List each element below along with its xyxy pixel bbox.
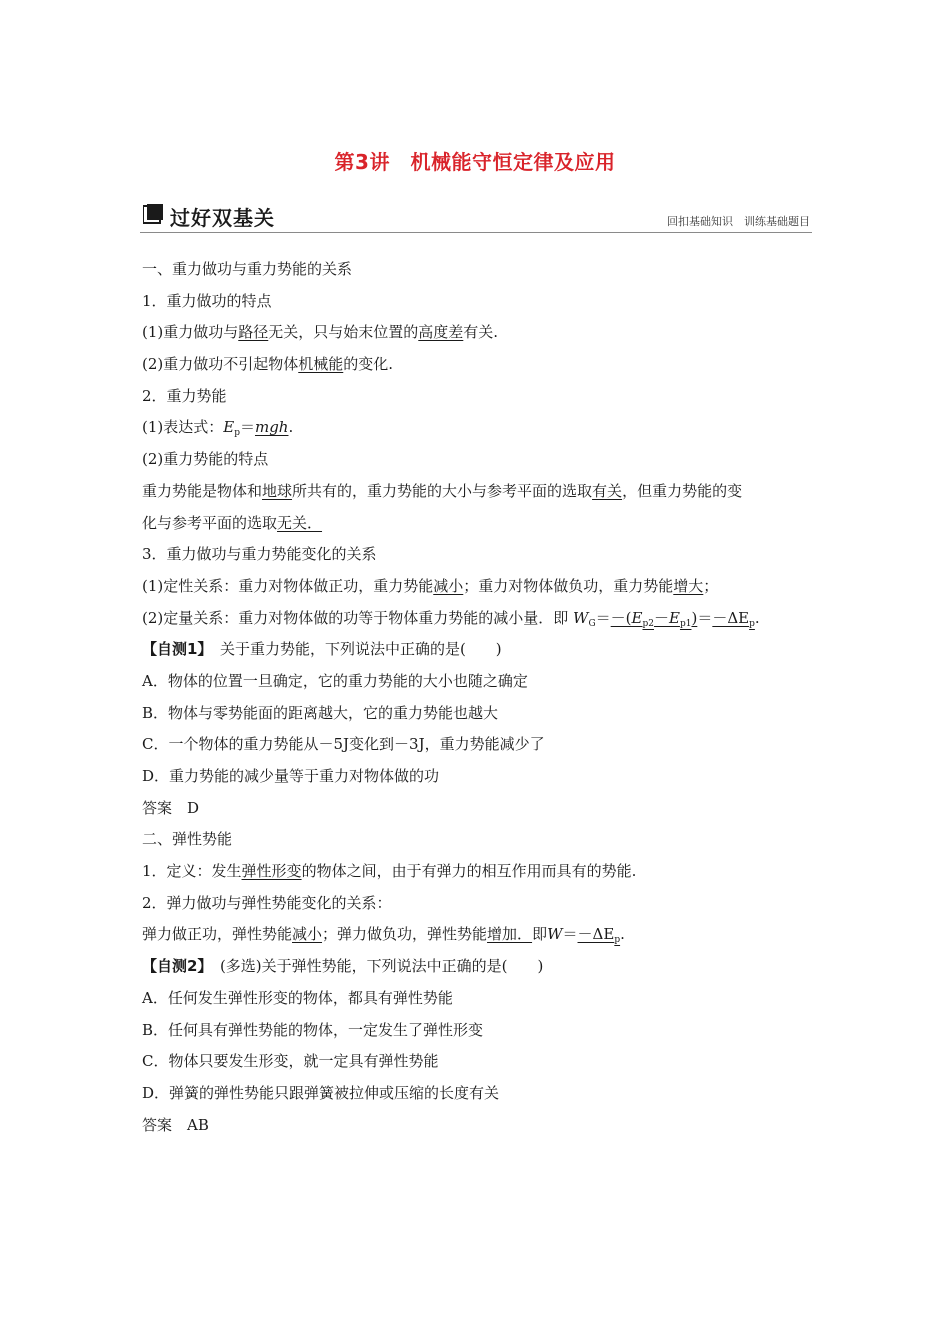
- text-line: [142, 603, 814, 635]
- text-line: [142, 539, 814, 571]
- text-run: (2)重力做功不引起物体: [142, 355, 299, 374]
- text-line: [142, 1015, 814, 1047]
- document-body: [142, 254, 814, 1141]
- answer-blank: E: [669, 608, 680, 627]
- answer-blank: mgh: [254, 418, 289, 437]
- text-run: (1)定性关系：重力对物体做正功，重力势能: [142, 576, 434, 595]
- text-line: [142, 634, 814, 666]
- text-run: 的物体之间，由于有弹力的相互作用而具有的势能.: [301, 862, 637, 881]
- text-run: ；: [703, 576, 719, 595]
- answer-blank: E: [631, 608, 643, 627]
- text-run: B．任何具有弹性势能的物体，一定发生了弹性形变: [142, 1020, 484, 1039]
- text-line: [142, 412, 814, 444]
- answer-blank: p1: [679, 618, 692, 629]
- text-run: (2)定量关系：重力对物体做的功等于物体重力势能的减小量．即: [142, 608, 574, 627]
- answer-blank: 地球: [262, 481, 293, 500]
- text-run: 弹力做正功，弹性势能: [142, 925, 293, 944]
- section-tagline: 回扣基础知识 训练基础题目: [667, 215, 810, 228]
- text-run: 二、弹性势能: [142, 830, 233, 849]
- text-run: C．物体只要发生形变，就一定具有弹性势能: [142, 1052, 439, 1071]
- text-run: 关于重力势能，下列说法中正确的是( ): [204, 640, 502, 659]
- text-run: E: [223, 418, 235, 437]
- text-run: C．一个物体的重力势能从－5J变化到－3J，重力势能减少了: [142, 735, 545, 754]
- text-line: [142, 729, 814, 761]
- text-run: 所共有的，重力势能的大小与参考平面的选取: [292, 481, 593, 500]
- text-run: 的变化.: [343, 355, 394, 374]
- section-square-icon: [143, 204, 163, 224]
- text-line: [142, 856, 814, 888]
- text-line: [142, 286, 814, 318]
- text-run: ＝: [697, 608, 713, 627]
- answer-blank: 增大: [673, 576, 704, 595]
- answer-blank: 减小: [292, 925, 323, 944]
- text-line: [142, 793, 814, 825]
- exercise-label: 【自测2】: [142, 957, 205, 976]
- text-run: ＝: [562, 925, 578, 944]
- text-line: [142, 1046, 814, 1078]
- text-run: D．弹簧的弹性势能只跟弹簧被拉伸或压缩的长度有关: [142, 1083, 500, 1102]
- text-line: [142, 444, 814, 476]
- text-run: (2)重力势能的特点: [142, 450, 269, 469]
- text-run: 一、重力做功与重力势能的关系: [142, 260, 353, 278]
- answer-blank: －ΔE: [712, 608, 750, 627]
- answer-blank: p: [614, 935, 621, 946]
- text-run: 3．重力做功与重力势能变化的关系: [142, 545, 377, 564]
- answer-blank: 减小: [433, 576, 464, 595]
- text-run: 重力势能是物体和: [142, 481, 263, 500]
- answer-blank: p: [749, 618, 755, 629]
- answer-blank: 机械能: [298, 355, 344, 374]
- text-run: ＝: [239, 418, 255, 437]
- text-run: 有关.: [463, 323, 499, 342]
- text-run: ，但重力势能的变: [622, 481, 743, 500]
- text-run: 2．重力势能: [142, 386, 227, 405]
- text-line: [142, 1078, 814, 1110]
- text-run: (1)重力做功与: [142, 323, 239, 342]
- text-run: 无关，只与始末位置的: [268, 323, 419, 342]
- text-run: (1)表达式：: [142, 418, 224, 437]
- text-line: [142, 761, 814, 793]
- text-run: .: [754, 608, 760, 627]
- text-run: ＝: [595, 608, 611, 627]
- section-heading: 过好双基关: [170, 206, 275, 230]
- answer-blank: 高度差: [418, 323, 464, 342]
- text-run: ；弹力做负功，弹性势能: [322, 925, 488, 944]
- text-line: [142, 698, 814, 730]
- answer-blank: －: [653, 608, 669, 627]
- exercise-label: 【自测1】: [142, 640, 205, 659]
- text-run: (多选)关于弹性势能，下列说法中正确的是( ): [204, 957, 544, 976]
- text-run: 2．弹力做功与弹性势能变化的关系：: [142, 893, 392, 912]
- answer-blank: 有关: [592, 481, 623, 500]
- answer-blank: ): [691, 608, 698, 627]
- text-line: [142, 919, 814, 951]
- text-line: [142, 951, 814, 983]
- answer-blank: 路径: [238, 323, 269, 342]
- answer-blank: －ΔE: [577, 925, 615, 944]
- text-run: B．物体与零势能面的距离越大，它的重力势能也越大: [142, 703, 499, 722]
- text-line: [142, 508, 814, 540]
- text-run: p: [234, 428, 240, 439]
- text-run: 答案 D: [142, 798, 200, 817]
- text-line: [142, 983, 814, 1015]
- text-run: W: [573, 608, 589, 627]
- text-run: .: [288, 418, 294, 437]
- text-run: A．物体的位置一旦确定，它的重力势能的大小也随之确定: [142, 671, 528, 690]
- text-line: [142, 1110, 814, 1142]
- text-run: G: [588, 618, 596, 629]
- answer-blank: p2: [642, 618, 654, 629]
- text-line: [142, 824, 814, 856]
- answer-blank: 无关．: [277, 513, 323, 532]
- text-run: A．任何发生弹性形变的物体，都具有弹性势能: [142, 988, 453, 1007]
- answer-blank: －(: [610, 608, 632, 627]
- answer-blank: 增加．: [487, 925, 533, 944]
- text-run: 1．定义：发生: [142, 862, 242, 881]
- text-line: [142, 666, 814, 698]
- text-line: [142, 476, 814, 508]
- text-run: 化与参考平面的选取: [142, 513, 278, 532]
- text-run: 1．重力做功的特点: [142, 291, 272, 310]
- answer-blank: 弹性形变: [241, 862, 302, 881]
- text-run: ；重力对物体做负功，重力势能: [463, 576, 674, 595]
- text-run: W: [547, 925, 563, 944]
- text-line: [142, 317, 814, 349]
- text-line: [142, 888, 814, 920]
- text-line: [142, 254, 814, 286]
- text-line: [142, 381, 814, 413]
- text-line: [142, 571, 814, 603]
- text-line: [142, 349, 814, 381]
- text-run: 答案 AB: [142, 1115, 209, 1134]
- section-header: [140, 200, 812, 233]
- text-run: D．重力势能的减少量等于重力对物体做的功: [142, 767, 440, 785]
- text-run: .: [620, 925, 625, 944]
- page-title: 第3讲 机械能守恒定律及应用: [334, 150, 616, 174]
- text-run: 即: [532, 925, 548, 944]
